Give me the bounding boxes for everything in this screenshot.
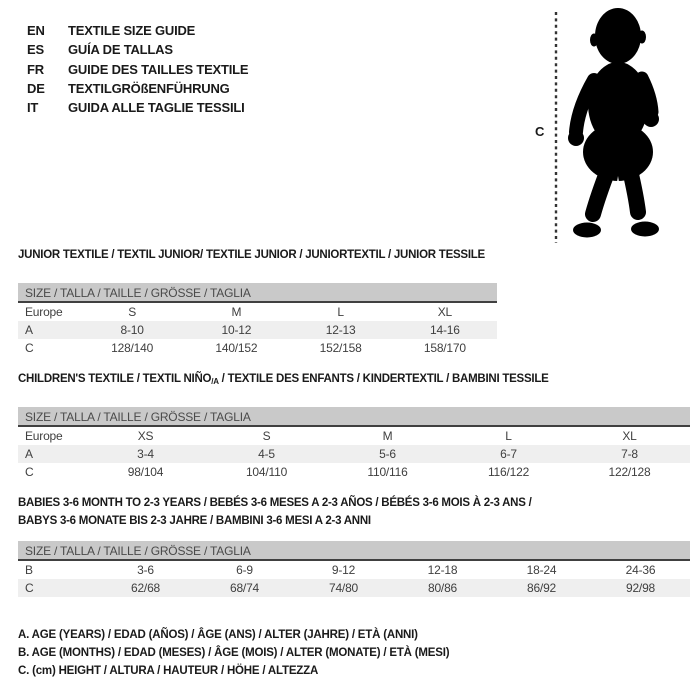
title-text: BABIES 3-6 MONTH TO 2-3 YEARS / BEBÉS 3-6 MESES A 2-3 AÑOS / BÉBÉS 3-6 MOIS À 2-3 ANS / <box>18 497 532 509</box>
size-cell: 7-8 <box>621 447 638 461</box>
size-table-babies <box>18 541 690 597</box>
section-title-line <box>18 247 485 265</box>
table-row <box>18 579 690 597</box>
size-cell: S <box>262 429 271 443</box>
language-row <box>27 79 248 98</box>
table-row <box>18 561 690 579</box>
size-cell: 110/116 <box>367 465 408 479</box>
size-table-children <box>18 407 690 481</box>
section-title-junior <box>18 247 485 265</box>
row-label: C <box>25 581 34 595</box>
footnotes <box>18 626 449 680</box>
footnote-line: A. AGE (YEARS) / EDAD (AÑOS) / ÂGE (ANS) / ALTER (JAHRE) / ETÀ (ANNI) <box>18 629 418 641</box>
size-cell: 80/86 <box>427 581 458 595</box>
section-title-line <box>18 371 549 391</box>
table-row <box>18 303 497 321</box>
size-cell: 3-4 <box>137 447 154 461</box>
footnote-line: B. AGE (MONTHS) / EDAD (MESES) / ÂGE (MOIS) / ALTER (MONATE) / ETÀ (MESI) <box>18 647 450 659</box>
language-code-de: DE <box>27 80 45 96</box>
size-cell: 4-5 <box>258 447 275 461</box>
size-cell: 158/170 <box>423 341 466 355</box>
language-title-de: TEXTILGRÖßENFÜHRUNG <box>68 80 230 96</box>
language-code-fr: FR <box>27 61 44 77</box>
title-text: BABYS 3-6 MONATE BIS 2-3 JAHRE / BAMBINI 3-6 MESI A 2-3 ANNI <box>18 514 371 527</box>
size-cell: 12-13 <box>325 323 356 337</box>
title-text: JUNIOR TEXTILE / TEXTIL JUNIOR/ TEXTILE JUNIOR / JUNIORTEXTIL / JUNIOR TESSILE <box>18 249 485 261</box>
size-cell: 104/110 <box>245 465 288 479</box>
size-cell: 92/98 <box>625 581 656 595</box>
baby-silhouette-svg <box>530 0 700 250</box>
size-cell: 6-9 <box>236 563 253 577</box>
size-cell: S <box>128 305 137 319</box>
section-title-babies <box>18 495 532 530</box>
language-code-it: IT <box>27 100 39 116</box>
size-cell: 14-16 <box>430 323 460 337</box>
size-header-bar: SIZE / TALLA / TAILLE / GRÖSSE / TAGLIA <box>18 283 497 303</box>
size-table-junior <box>18 283 497 357</box>
language-row <box>27 21 248 40</box>
row-label: A <box>25 323 33 337</box>
language-title-es: GUÍA DE TALLAS <box>68 42 173 58</box>
title-text: / TEXTILE DES ENFANTS / KINDERTEXTIL / BAMBINI TESSILE <box>218 373 549 385</box>
row-label: A <box>25 447 33 461</box>
size-cell: 5-6 <box>379 447 396 461</box>
table-row <box>18 445 690 463</box>
size-cell: L <box>337 305 344 319</box>
table-row <box>18 339 497 357</box>
size-cell: 116/122 <box>487 465 530 479</box>
size-cell: L <box>505 429 512 443</box>
size-cell: XL <box>437 305 453 319</box>
language-list <box>27 21 248 117</box>
size-cell: 8-10 <box>120 323 144 337</box>
row-label: C <box>25 341 34 355</box>
language-row <box>27 60 248 79</box>
section-title-children <box>18 371 549 391</box>
baby-silhouette <box>568 8 659 238</box>
title-subscript: /A <box>211 377 219 386</box>
title-text: CHILDREN'S TEXTILE / TEXTIL NIÑO <box>18 373 212 385</box>
size-cell: 122/128 <box>608 465 651 479</box>
section-title-line <box>18 495 532 513</box>
size-cell: 12-18 <box>427 563 458 577</box>
size-cell: 10-12 <box>221 323 252 337</box>
size-cell: XS <box>137 429 154 443</box>
size-cell: 68/74 <box>229 581 260 595</box>
size-cell: 98/104 <box>127 465 164 479</box>
size-cell: M <box>231 305 242 319</box>
measure-label-c: C <box>535 124 545 139</box>
size-cell: 62/68 <box>130 581 161 595</box>
footnote-line: C. (cm) HEIGHT / ALTURA / HAUTEUR / HÖHE / ALTEZZA <box>18 665 319 677</box>
size-cell: 24-36 <box>625 563 656 577</box>
row-label: B <box>25 563 33 577</box>
measurement-figure <box>530 0 700 250</box>
section-title-line <box>18 513 532 531</box>
size-header-bar: SIZE / TALLA / TAILLE / GRÖSSE / TAGLIA <box>18 407 690 427</box>
row-label: Europe <box>25 429 63 443</box>
size-cell: 9-12 <box>331 563 356 577</box>
size-cell: 6-7 <box>500 447 517 461</box>
row-label: C <box>25 465 34 479</box>
language-title-it: GUIDA ALLE TAGLIE TESSILI <box>68 100 245 116</box>
row-label: Europe <box>25 305 63 319</box>
size-cell: M <box>382 429 393 443</box>
language-title-en: TEXTILE SIZE GUIDE <box>68 23 196 38</box>
size-cell: XL <box>622 429 637 443</box>
language-row <box>27 40 248 59</box>
table-row <box>18 463 690 481</box>
size-cell: 140/152 <box>215 341 258 355</box>
size-cell: 74/80 <box>328 581 359 595</box>
size-cell: 152/158 <box>319 341 362 355</box>
language-code-es: ES <box>27 42 44 58</box>
size-header-bar: SIZE / TALLA / TAILLE / GRÖSSE / TAGLIA <box>18 541 690 561</box>
language-row <box>27 98 248 117</box>
size-cell: 18-24 <box>526 563 557 577</box>
size-cell: 128/140 <box>111 341 154 355</box>
size-cell: 86/92 <box>526 581 557 595</box>
size-cell: 3-6 <box>137 563 154 577</box>
language-title-fr: GUIDE DES TAILLES TEXTILE <box>68 61 249 77</box>
language-code-en: EN <box>27 23 45 38</box>
table-row <box>18 427 690 445</box>
table-row <box>18 321 497 339</box>
